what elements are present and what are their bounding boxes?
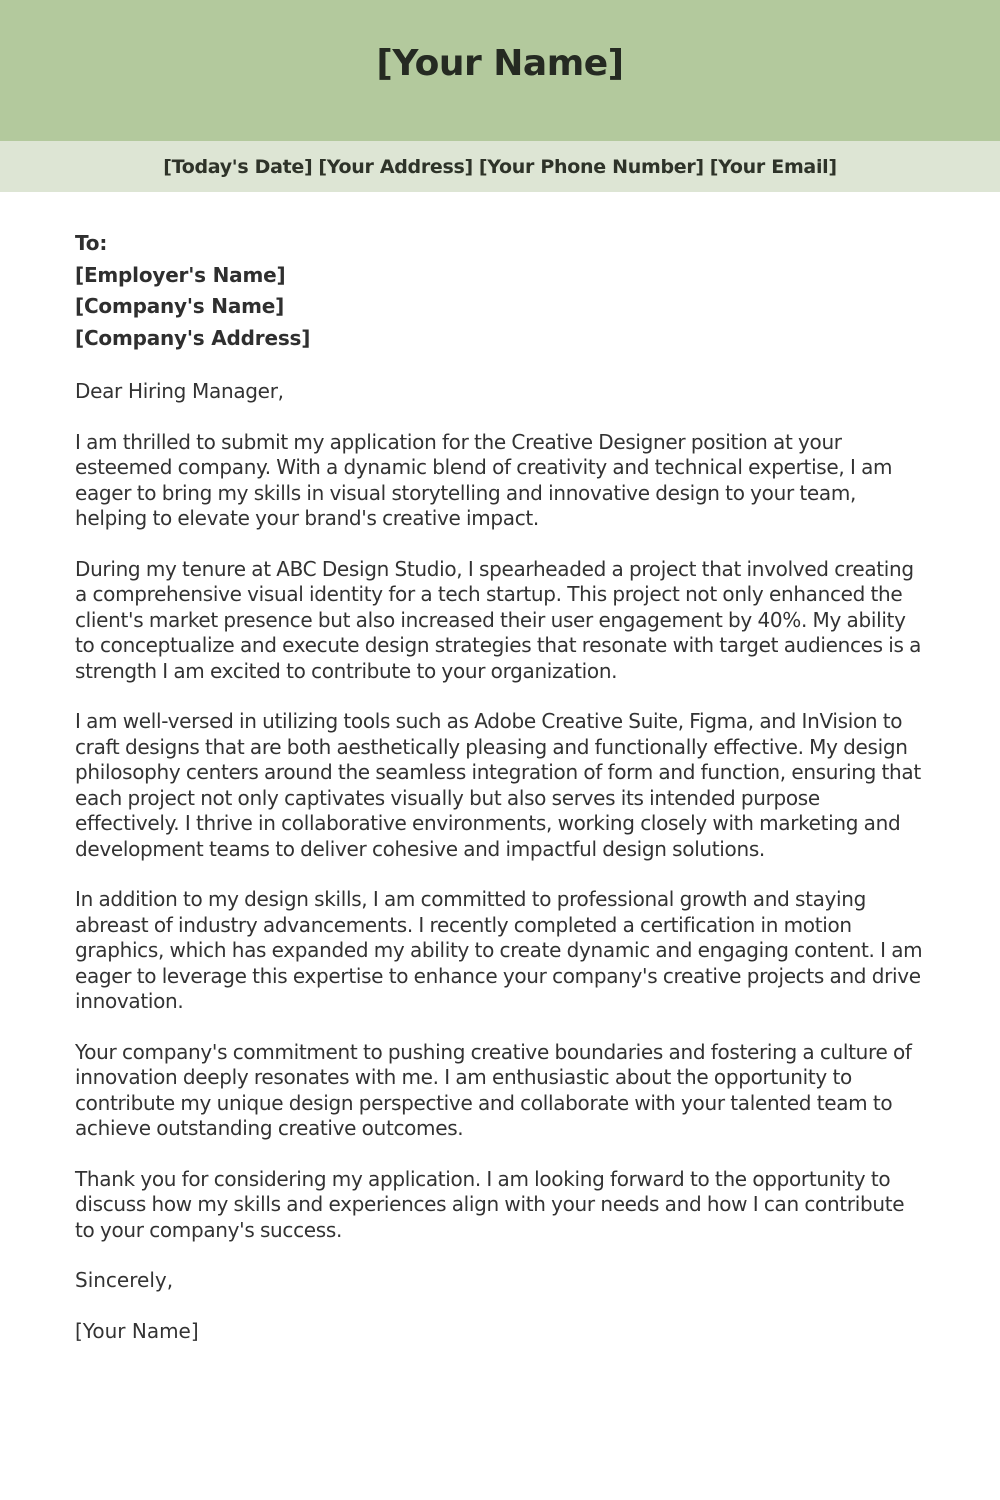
applicant-name-title: [Your Name] — [376, 43, 624, 84]
signature: [Your Name] — [75, 1318, 199, 1343]
to-label: To: — [75, 231, 108, 255]
paragraph-growth: In addition to my design skills, I am committed to professional growth and staying abreast of industry advancements. I recently completed a certification in motion graphics, which has expanded my ability to create dynamic and engaging content. I am eager to leverage this expertise to enhance your company's creative projects and drive innovation. — [75, 887, 923, 1013]
salutation: Dear Hiring Manager, — [75, 379, 284, 403]
company-address: [Company's Address] — [75, 325, 311, 350]
address-field: [Your Address] — [318, 155, 473, 178]
phone-field: [Your Phone Number] — [478, 155, 704, 178]
paragraph-thanks: Thank you for considering my application. I am looking forward to the opportunity to discuss how my skills and experiences align with your needs and how I can contribute to your company's success. — [75, 1166, 905, 1242]
date-field: [Today's Date] — [163, 155, 313, 178]
letter-body — [75, 228, 925, 1344]
closing: Sincerely, — [75, 1268, 174, 1292]
paragraph-culture: Your company's commitment to pushing creative boundaries and fostering a culture of innovation deeply resonates with me. I am enthusiastic about the opportunity to contribute my unique design perspective and collaborate with your talented team to achieve outstanding creative outcomes. — [75, 1039, 912, 1140]
email-field: [Your Email] — [709, 155, 837, 178]
employer-name: [Employer's Name] — [75, 262, 286, 287]
paragraph-experience: During my tenure at ABC Design Studio, I spearheaded a project that involved creating a comprehensive visual identity for a tech startup. This project not only enhanced the client's market presence but also increased their user engagement by 40%. My ability to conceptualize and execute design strategies that resonate with target audiences is a strength I am excited to contribute to your organization. — [75, 556, 922, 683]
recipient-block — [75, 228, 925, 354]
paragraph-tools: I am well-versed in utilizing tools such as Adobe Creative Suite, Figma, and InVision to craft designs that are both aesthetically pleasing and functionally effective. My design philosophy centers around the seamless integration of form and function, ensuring that each project not only captivates visually but also serves its intended purpose effectively. I thrive in collaborative environments, working closely with marketing and development teams to deliver cohesive and impactful design solutions. — [75, 709, 921, 861]
name-header — [0, 0, 1000, 141]
company-name: [Company's Name] — [75, 294, 285, 318]
paragraph-intro: I am thrilled to submit my application for the Creative Designer position at your esteemed company. With a dynamic blend of creativity and technical expertise, I am eager to bring my skills in visual storytelling and innovative design to your team, helping to elevate your brand's creative impact. — [75, 429, 893, 530]
contact-info-bar — [0, 141, 1000, 192]
